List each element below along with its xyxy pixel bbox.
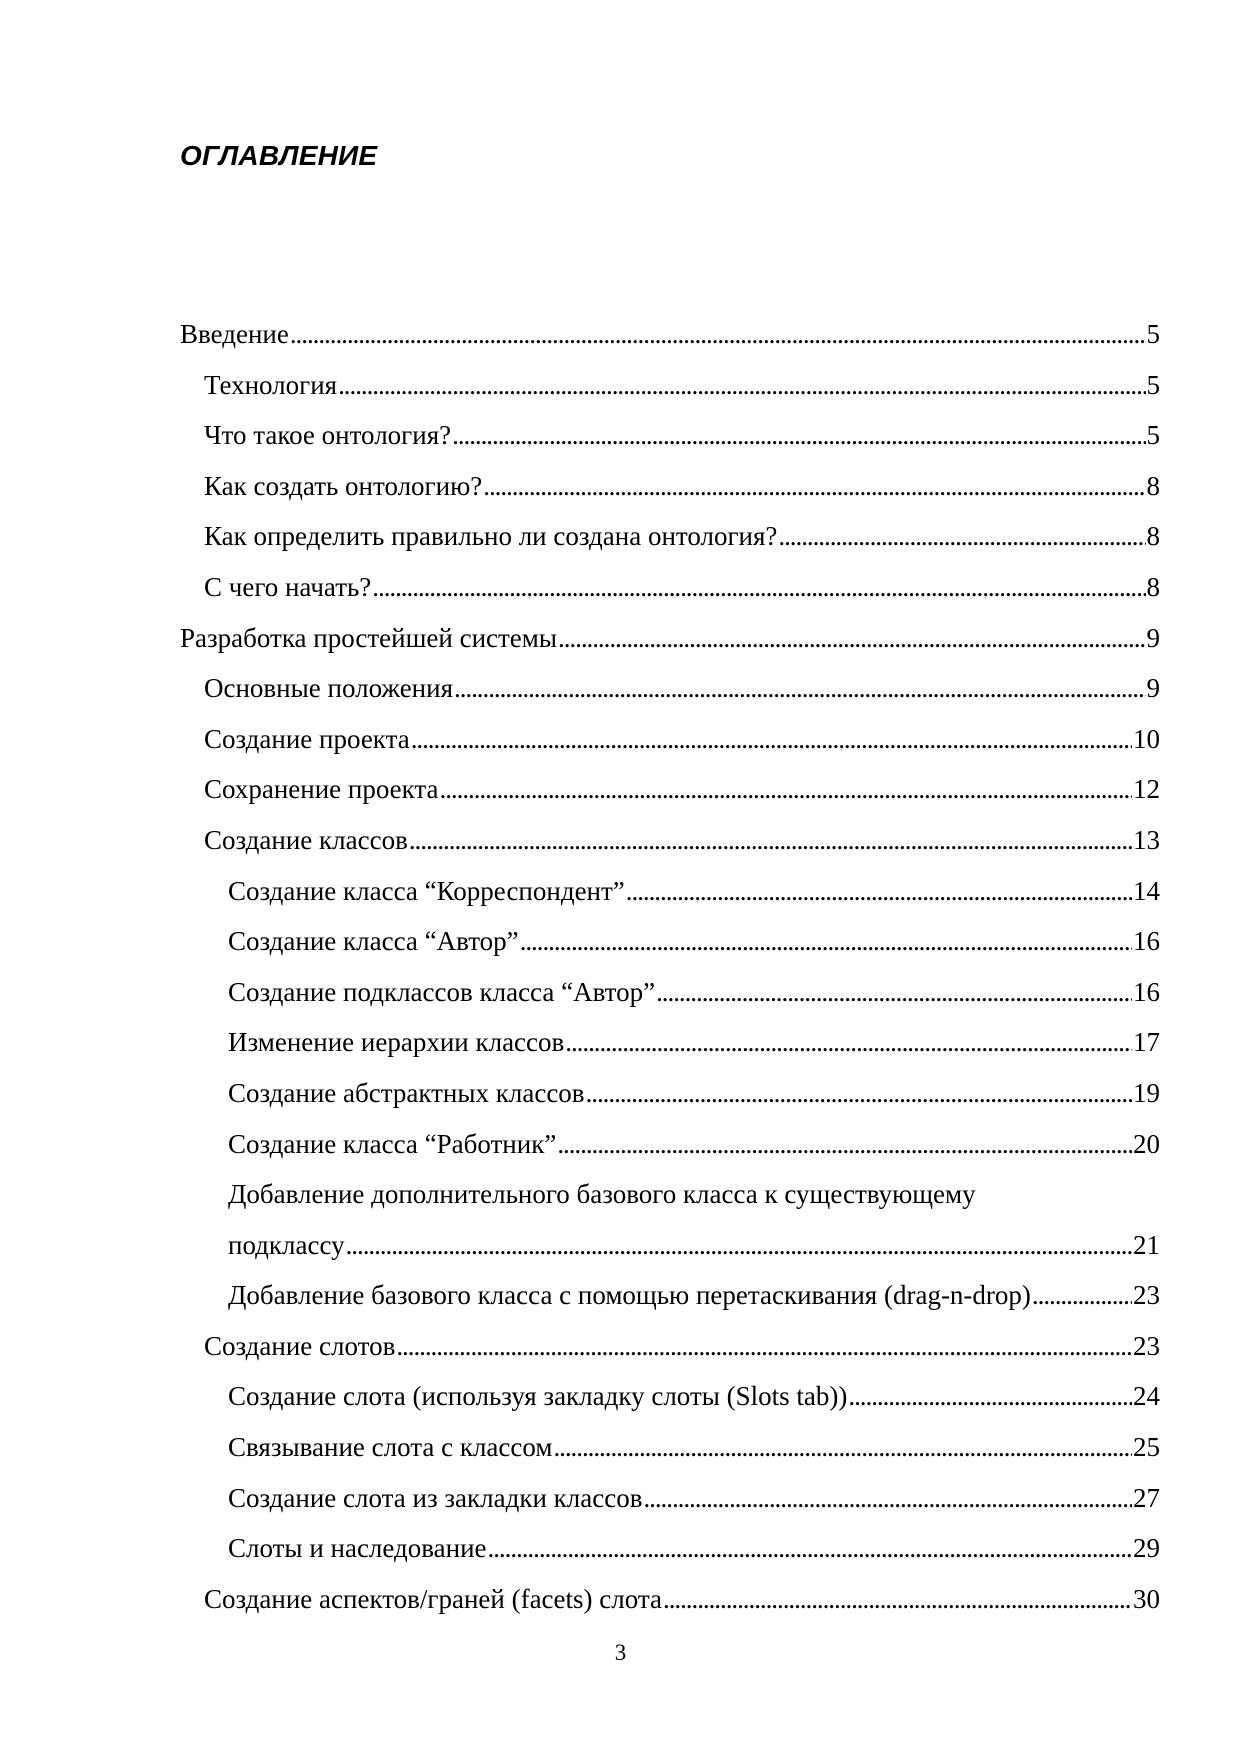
- toc-dot-leader: [411, 721, 1132, 757]
- toc-dot-leader: [372, 569, 1145, 605]
- toc-dot-leader: [440, 771, 1132, 807]
- page-number: 3: [614, 1640, 627, 1665]
- toc-entry-page: 12: [1133, 774, 1160, 805]
- toc-entry-page: 8: [1146, 571, 1160, 602]
- toc-entry-page: 29: [1133, 1533, 1160, 1564]
- toc-entry-page: 24: [1133, 1381, 1160, 1412]
- toc-entry[interactable]: [180, 771, 1160, 822]
- toc-entry-title: Создание аспектов/граней (facets) слота: [204, 1583, 662, 1614]
- toc-entry-line: [204, 822, 1160, 858]
- toc-entry-title: Разработка простейшей системы: [180, 622, 558, 653]
- toc-entry-page: 16: [1133, 976, 1160, 1007]
- toc-entry-line: [228, 1126, 1160, 1162]
- toc-entry-line: [204, 518, 1160, 554]
- toc-entry-title: Создание класса “Корреспондент”: [228, 875, 625, 906]
- toc-entry-line: [204, 771, 1160, 807]
- toc-entry-title-continuation: подклассу: [228, 1229, 345, 1260]
- toc-entry-page: 30: [1133, 1583, 1160, 1614]
- toc-entry-page: 8: [1146, 521, 1160, 552]
- toc-entry-line: [204, 367, 1160, 403]
- toc-entry-title: С чего начать?: [204, 571, 372, 602]
- toc-entry-page: 5: [1146, 319, 1160, 349]
- toc-entry-title: Создание класса “Автор”: [228, 926, 519, 957]
- toc-entry-line: [204, 468, 1160, 504]
- toc-dot-leader: [586, 1075, 1132, 1111]
- toc-entry[interactable]: [180, 873, 1160, 924]
- toc-entry[interactable]: [180, 569, 1160, 620]
- toc-entry-page: 21: [1133, 1229, 1160, 1260]
- toc-entry-title: Связывание слота с классом: [228, 1432, 553, 1463]
- toc-entry-title: Создание абстрактных классов: [228, 1077, 585, 1108]
- toc-entry-line: [204, 1581, 1160, 1617]
- toc-dot-leader: [656, 974, 1132, 1010]
- toc-entry-title: Создание проекта: [204, 723, 410, 754]
- toc-entry[interactable]: [180, 822, 1160, 873]
- toc-entry-page: 23: [1133, 1330, 1160, 1361]
- toc-entry-title: Создание подклассов класса “Автор”: [228, 976, 656, 1007]
- toc-dot-leader: [338, 367, 1145, 403]
- toc-entry-title: Создание класса “Работник”: [228, 1128, 557, 1159]
- toc-entry-line: [180, 620, 1160, 656]
- toc-entry-line: [228, 1024, 1160, 1060]
- toc-entry-line: [228, 1378, 1160, 1414]
- toc-dot-leader: [483, 468, 1145, 504]
- table-of-contents: [180, 316, 1160, 1631]
- toc-entry-page: 16: [1133, 926, 1160, 957]
- toc-dot-leader: [557, 1126, 1132, 1162]
- toc-dot-leader: [778, 518, 1145, 554]
- toc-entry[interactable]: [180, 1328, 1160, 1379]
- toc-entry-page: 9: [1146, 673, 1160, 704]
- toc-entry-page: 5: [1146, 369, 1160, 400]
- toc-entry-line: [228, 974, 1160, 1010]
- toc-entry-line: [228, 1429, 1160, 1465]
- toc-entry-title: Добавление дополнительного базового класса к существующему: [228, 1179, 976, 1210]
- toc-entry-title: Создание слота (используя закладку слоты (Slots tab)): [228, 1381, 848, 1412]
- toc-dot-leader: [409, 822, 1132, 858]
- toc-entry[interactable]: [180, 1429, 1160, 1480]
- toc-entry[interactable]: [180, 367, 1160, 418]
- toc-dot-leader: [848, 1378, 1132, 1414]
- toc-entry[interactable]: [180, 1378, 1160, 1429]
- toc-dot-leader: [1032, 1277, 1132, 1313]
- toc-entry-title: Технология: [204, 369, 338, 400]
- toc-entry[interactable]: [180, 1075, 1160, 1126]
- toc-dot-leader: [396, 1328, 1132, 1364]
- toc-entry-line: [204, 721, 1160, 757]
- toc-entry-line: [228, 1227, 1160, 1263]
- toc-entry-title: Слоты и наследование: [228, 1533, 487, 1564]
- toc-entry-title: Создание слота из закладки классов: [228, 1482, 643, 1513]
- toc-entry[interactable]: [180, 923, 1160, 974]
- toc-entry-page: 10: [1133, 723, 1160, 754]
- toc-entry[interactable]: [180, 1176, 1160, 1277]
- toc-entry-page: 5: [1146, 420, 1160, 451]
- toc-entry-title: Как создать онтологию?: [204, 470, 483, 501]
- toc-entry-page: 19: [1133, 1077, 1160, 1108]
- toc-entry[interactable]: [180, 974, 1160, 1025]
- toc-entry-line: [204, 417, 1160, 453]
- toc-entry-line: [228, 1277, 1160, 1313]
- toc-entry-line: [204, 670, 1160, 706]
- toc-dot-leader: [626, 873, 1132, 909]
- toc-entry[interactable]: [180, 518, 1160, 569]
- toc-entry[interactable]: [180, 670, 1160, 721]
- toc-dot-leader: [346, 1227, 1132, 1263]
- toc-dot-leader: [452, 417, 1145, 453]
- toc-entry-line: [228, 1480, 1160, 1516]
- toc-dot-leader: [558, 620, 1145, 656]
- toc-entry-title: Создание классов: [204, 824, 408, 855]
- toc-entry-title: Основные положения: [204, 673, 453, 704]
- toc-entry-title: Как определить правильно ли создана онтология?: [204, 521, 778, 552]
- toc-entry-title: Добавление базового класса с помощью перетаскивания (drag-n-drop): [228, 1280, 1031, 1311]
- toc-entry-title: Сохранение проекта: [204, 774, 439, 805]
- toc-entry-title: Создание слотов: [204, 1330, 396, 1361]
- toc-dot-leader: [553, 1429, 1132, 1465]
- toc-entry-line: [204, 1328, 1160, 1364]
- toc-entry-page: 27: [1133, 1482, 1160, 1513]
- toc-entry[interactable]: [180, 1126, 1160, 1177]
- toc-entry[interactable]: [180, 468, 1160, 519]
- toc-entry[interactable]: [180, 1530, 1160, 1581]
- toc-entry-page: 9: [1146, 622, 1160, 653]
- toc-entry[interactable]: [180, 620, 1160, 671]
- toc-entry-page: 8: [1146, 470, 1160, 501]
- toc-entry-line: [228, 923, 1160, 959]
- toc-entry[interactable]: [180, 316, 1160, 367]
- toc-entry-page: 25: [1133, 1432, 1160, 1463]
- toc-entry-page: 14: [1133, 875, 1160, 906]
- toc-entry[interactable]: [180, 1581, 1160, 1632]
- toc-entry-title: Введение: [180, 319, 289, 349]
- toc-entry-title: Изменение иерархии классов: [228, 1027, 565, 1058]
- toc-entry[interactable]: [180, 1024, 1160, 1075]
- toc-entry-page: 20: [1133, 1128, 1160, 1159]
- toc-dot-leader: [454, 670, 1146, 706]
- toc-heading: ОГЛАВЛЕНИЕ: [180, 140, 378, 171]
- toc-entry[interactable]: [180, 721, 1160, 772]
- toc-entry-line: [204, 569, 1160, 605]
- toc-dot-leader: [663, 1581, 1132, 1617]
- toc-dot-leader: [643, 1480, 1132, 1516]
- toc-dot-leader: [565, 1024, 1132, 1060]
- toc-entry[interactable]: [180, 1480, 1160, 1531]
- toc-entry-line: [180, 316, 1160, 352]
- toc-entry-line: [228, 873, 1160, 909]
- toc-entry[interactable]: [180, 417, 1160, 468]
- toc-entry-page: 23: [1133, 1280, 1160, 1311]
- toc-entry-page: 17: [1133, 1027, 1160, 1058]
- toc-entry-title: Что такое онтология?: [204, 420, 452, 451]
- toc-entry[interactable]: [180, 1277, 1160, 1328]
- toc-dot-leader: [290, 316, 1146, 352]
- toc-dot-leader: [520, 923, 1132, 959]
- toc-dot-leader: [488, 1530, 1132, 1566]
- toc-entry-line: [228, 1530, 1160, 1566]
- toc-entry-page: 13: [1133, 824, 1160, 855]
- toc-entry-line: [228, 1075, 1160, 1111]
